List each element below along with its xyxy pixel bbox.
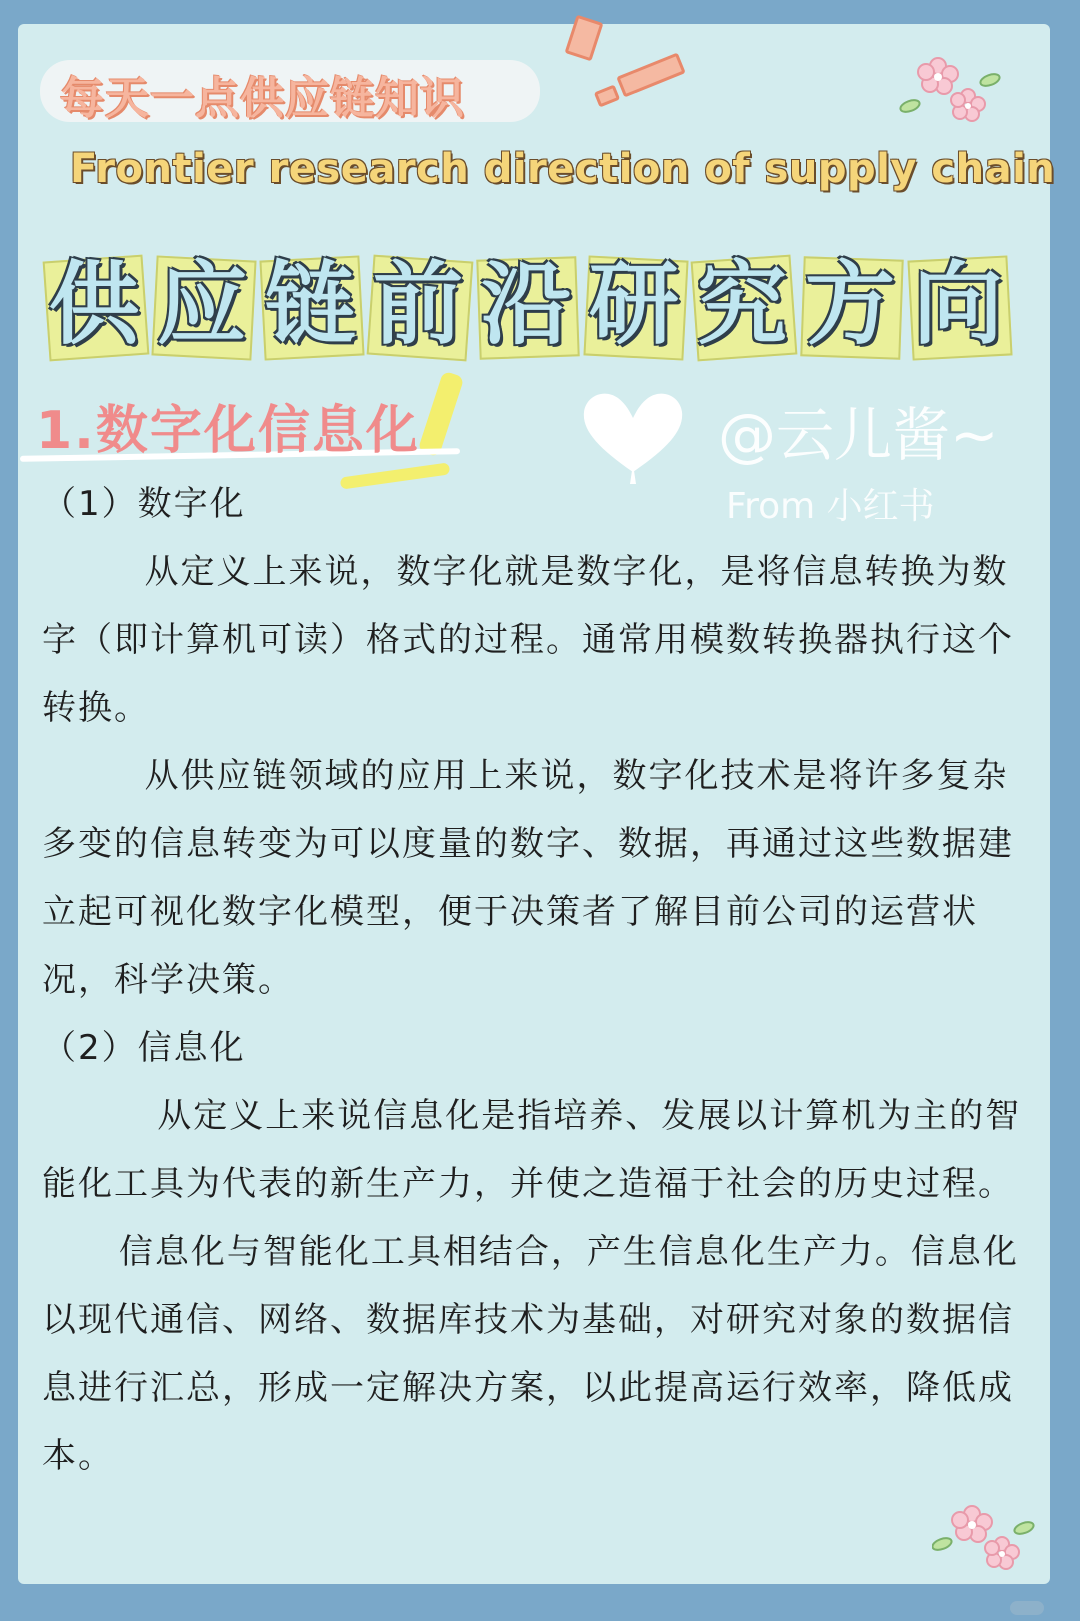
body-text [42, 470, 1042, 1490]
title-char: 链 [265, 252, 355, 357]
title-char: 方 [805, 252, 895, 357]
subheading-informatization: （2）信息化 [42, 1028, 246, 1068]
title-char: 研 [589, 252, 679, 357]
english-subtitle: Frontier research direction of supply chain [70, 146, 1056, 192]
author-handle: @云儿酱~ [718, 401, 999, 469]
decor-stripe [565, 15, 604, 62]
paragraph: 从供应链领域的应用上来说，数字化技术是将许多复杂多变的信息转变为可以度量的数字、数据，再通过这些数据建立起可视化数字化模型，便于决策者了解目前公司的运营状况，科学决策。 [42, 756, 1014, 1000]
kicker-title: 每天一点供应链知识 [60, 73, 465, 124]
paragraph: 从定义上来说，数字化就是数字化，是将信息转换为数字（即计算机可读）格式的过程。通常用模数转换器执行这个转换。 [42, 552, 1014, 728]
title-char: 究 [697, 252, 787, 357]
heart-icon [578, 384, 688, 484]
paragraph: 信息化与智能化工具相结合，产生信息化生产力。信息化以现代通信、网络、数据库技术为基础，对研究对象的数据信息进行汇总，形成一定解决方案，以此提高运行效率，降低成本。 [42, 1232, 1019, 1476]
title-char: 向 [913, 252, 1003, 357]
title-char: 供 [49, 252, 139, 357]
section-heading: 1.数字化信息化 [36, 401, 420, 461]
paragraph: 从定义上来说信息化是指培养、发展以计算机为主的智能化工具为代表的新生产力，并使之造福于社会的历史过程。 [42, 1096, 1022, 1204]
source-label: From 小红书 [726, 486, 935, 527]
title-char: 沿 [481, 252, 571, 357]
main-title [40, 248, 1040, 368]
watermark [1010, 1601, 1044, 1615]
title-char: 前 [373, 252, 463, 357]
subheading-digitization: （1）数字化 [42, 484, 246, 524]
flower-icon [898, 50, 1008, 130]
flower-icon [932, 1498, 1042, 1578]
title-char: 应 [157, 252, 247, 357]
decor-stripe [594, 84, 620, 107]
decor-stripe [616, 52, 685, 97]
